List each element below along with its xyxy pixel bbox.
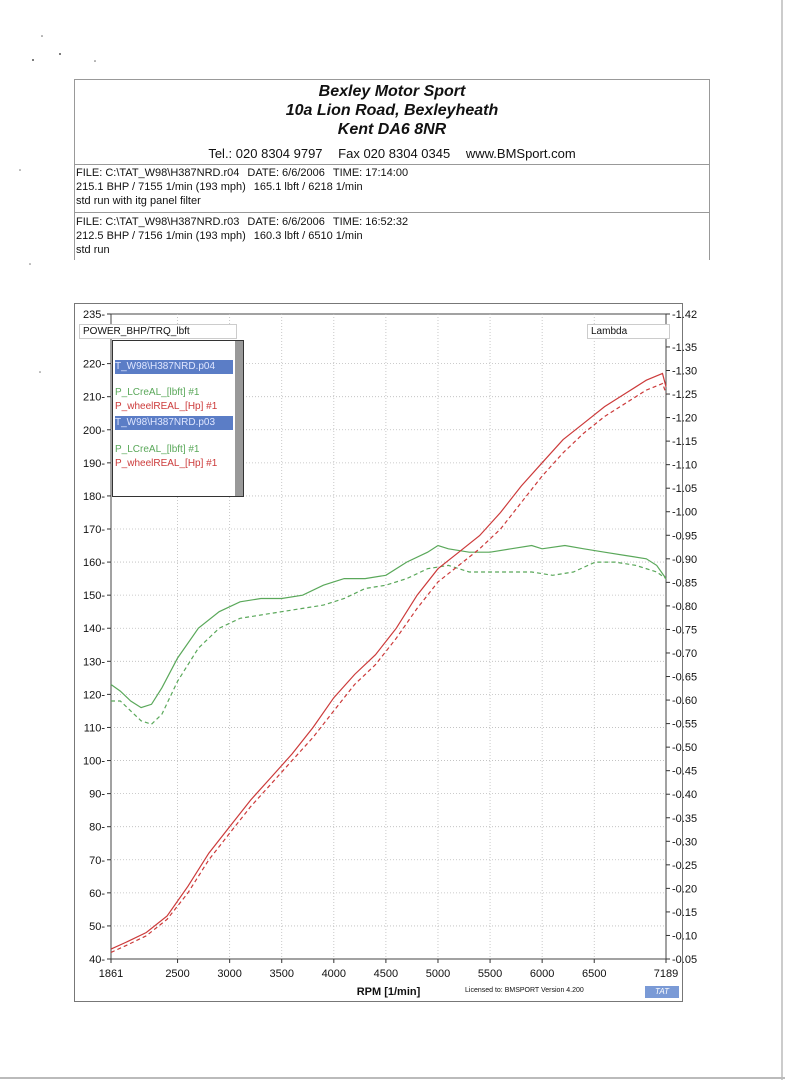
y-tick-label: 130- <box>82 656 105 669</box>
y2-tick-label: -0.90 <box>672 553 698 566</box>
y-tick-label: 210- <box>82 391 105 404</box>
run-power: 215.1 BHP / 7155 1/min (193 mph) <box>76 181 246 193</box>
run-date: DATE: 6/6/2006 <box>247 167 325 179</box>
x-tick-label: 4000 <box>321 968 347 980</box>
x-tick-label: 1861 <box>98 968 124 980</box>
run-time: TIME: 16:52:32 <box>332 216 409 228</box>
company-town: Kent DA6 8NR <box>337 121 447 138</box>
legend-file-r03[interactable]: T_W98\H387NRD.p03 <box>115 416 233 430</box>
y-tick-label: 170- <box>82 524 105 536</box>
divider <box>75 212 709 213</box>
y2-tick-label: -0.80 <box>672 600 698 613</box>
y2-tick-label: -1.35 <box>672 341 698 354</box>
y2-tick-label: -0.50 <box>672 742 698 755</box>
y2-tick-label: -0.25 <box>672 859 698 872</box>
y2-tick-label: -0.35 <box>672 812 698 825</box>
y-tick-label: 100- <box>82 755 105 768</box>
legend-power-r03[interactable]: P_wheelREAL_[Hp] #1 <box>115 458 218 469</box>
y2-tick-label: -1.25 <box>672 389 698 402</box>
fax: Fax 020 8304 0345 <box>338 146 451 161</box>
run-torque: 165.1 lbft / 6218 1/min <box>253 181 363 193</box>
run-r03-info <box>76 215 416 257</box>
series-line-1 <box>111 562 666 724</box>
run-file: FILE: C:\TAT_W98\H387NRD.r03 <box>76 216 240 228</box>
x-tick-label: 5000 <box>425 968 451 980</box>
y2-tick-label: -0.70 <box>672 647 698 660</box>
y-tick-label: 150- <box>82 590 105 603</box>
y2-tick-label: -0.45 <box>672 765 698 778</box>
y2-tick-label: -0.40 <box>672 789 698 802</box>
y-tick-label: 190- <box>82 457 105 470</box>
y-tick-label: 40- <box>89 954 105 966</box>
y-tick-label: 110- <box>83 722 105 735</box>
y-tick-label: 200- <box>82 424 105 437</box>
y2-tick-label: -0.20 <box>672 883 698 896</box>
run-note: std run with itg panel filter <box>76 195 201 207</box>
y2-tick-label: -1.42 <box>672 309 698 321</box>
x-axis-title: RPM [1/min] <box>356 986 421 998</box>
x-tick-label: 3000 <box>217 968 242 980</box>
legend-torque-r03[interactable]: P_LCreAL_[lbft] #1 <box>115 444 200 455</box>
tat-badge: TAT <box>645 986 679 998</box>
y2-tick-label: -0.15 <box>672 906 698 919</box>
y2-tick-label: -0.65 <box>672 671 698 684</box>
y2-tick-label: -1.00 <box>672 506 698 519</box>
run-file: FILE: C:\TAT_W98\H387NRD.r04 <box>76 167 240 179</box>
x-tick-label: 6500 <box>581 968 607 980</box>
divider <box>75 164 709 165</box>
dyno-chart <box>74 303 698 1002</box>
run-r04-info <box>76 166 416 208</box>
phone: Tel.: 020 8304 9797 <box>208 146 323 161</box>
company-name-block <box>75 82 709 139</box>
company-name: Bexley Motor Sport <box>318 83 466 100</box>
y-tick-label: 180- <box>82 490 105 503</box>
y2-tick-label: -0.75 <box>672 624 698 637</box>
y-tick-label: 120- <box>82 689 105 702</box>
company-street: 10a Lion Road, Bexleyheath <box>285 102 499 119</box>
y-tick-label: 90- <box>89 788 105 801</box>
x-tick-label: 4500 <box>373 968 399 980</box>
x-tick-label: 6000 <box>529 968 555 980</box>
y-tick-label: 220- <box>82 358 105 371</box>
run-note: std run <box>76 244 110 256</box>
y2-tick-label: -1.10 <box>672 459 698 472</box>
website: www.BMSport.com <box>465 146 576 161</box>
license-text: Licensed to: BMSPORT Version 4.200 <box>465 987 584 994</box>
run-time: TIME: 17:14:00 <box>332 167 409 179</box>
left-axis-label: POWER_BHP/TRQ_lbft <box>79 324 237 339</box>
run-power: 212.5 BHP / 7156 1/min (193 mph) <box>76 230 246 242</box>
company-contact <box>75 146 709 161</box>
y2-tick-label: -0.05 <box>672 954 698 966</box>
run-torque: 160.3 lbft / 6510 1/min <box>253 230 363 242</box>
report-header <box>74 79 710 260</box>
x-tick-label: 3500 <box>269 968 294 980</box>
legend-torque-r04[interactable]: P_LCreAL_[lbft] #1 <box>115 387 200 398</box>
legend[interactable] <box>112 340 244 497</box>
y-tick-label: 50- <box>89 920 105 933</box>
run-date: DATE: 6/6/2006 <box>247 216 325 228</box>
y2-tick-label: -0.10 <box>672 930 698 943</box>
x-tick-label: 7189 <box>653 968 679 980</box>
y-tick-label: 80- <box>89 821 105 834</box>
y2-tick-label: -0.85 <box>672 577 698 590</box>
y2-tick-label: -0.60 <box>672 695 698 708</box>
legend-power-r04[interactable]: P_wheelREAL_[Hp] #1 <box>115 401 218 412</box>
y2-tick-label: -0.30 <box>672 836 698 849</box>
x-tick-label: 5500 <box>477 968 503 980</box>
legend-file-r04[interactable]: T_W98\H387NRD.p04 <box>115 360 233 374</box>
y-tick-label: 235- <box>82 309 105 321</box>
y-tick-label: 140- <box>82 623 105 636</box>
y2-tick-label: -0.55 <box>672 718 698 731</box>
y2-tick-label: -1.20 <box>672 412 698 425</box>
series-line-0 <box>111 546 666 708</box>
legend-scrollbar[interactable] <box>235 341 243 496</box>
y2-tick-label: -0.95 <box>672 530 698 543</box>
y-tick-label: 160- <box>82 557 105 570</box>
y2-tick-label: -1.30 <box>672 365 698 378</box>
y2-tick-label: -1.05 <box>672 483 698 496</box>
y2-tick-label: -1.15 <box>672 436 698 449</box>
right-axis-label: Lambda <box>587 324 670 339</box>
y-tick-label: 70- <box>89 854 105 867</box>
x-tick-label: 2500 <box>165 968 190 980</box>
y-tick-label: 60- <box>89 887 105 900</box>
